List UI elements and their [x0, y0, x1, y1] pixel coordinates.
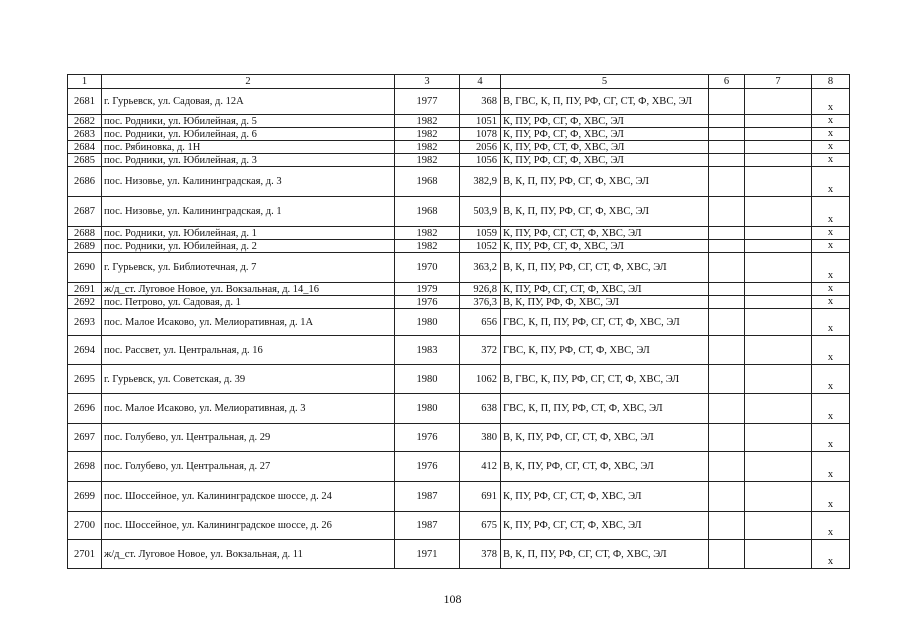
- column-7-cell: [745, 89, 812, 115]
- row-number-cell: 2699: [68, 482, 102, 512]
- column-7-cell: [745, 141, 812, 154]
- column-6-cell: [709, 167, 745, 197]
- address-cell: пос. Рассвет, ул. Центральная, д. 16: [102, 336, 395, 365]
- year-built-cell: 1968: [395, 167, 460, 197]
- column-8-cell: х: [812, 296, 850, 309]
- column-6-cell: [709, 296, 745, 309]
- row-number-cell: 2697: [68, 424, 102, 452]
- column-8-cell: х: [812, 115, 850, 128]
- address-cell: пос. Голубево, ул. Центральная, д. 27: [102, 452, 395, 482]
- column-8-cell: х: [812, 141, 850, 154]
- row-number-cell: 2681: [68, 89, 102, 115]
- table-row: [68, 240, 850, 253]
- column-8-cell: х: [812, 394, 850, 424]
- column-7-cell: [745, 227, 812, 240]
- column-7-cell: [745, 424, 812, 452]
- area-cell: 1051: [460, 115, 501, 128]
- column-7-cell: [745, 167, 812, 197]
- year-built-cell: 1982: [395, 240, 460, 253]
- column-6-cell: [709, 141, 745, 154]
- header-cell-5: 5: [501, 75, 709, 89]
- column-8-cell: х: [812, 540, 850, 569]
- row-number-cell: 2682: [68, 115, 102, 128]
- table-row: [68, 309, 850, 336]
- header-cell-2: 2: [102, 75, 395, 89]
- table-body: [68, 89, 850, 569]
- column-6-cell: [709, 197, 745, 227]
- area-cell: 638: [460, 394, 501, 424]
- area-cell: 1062: [460, 365, 501, 394]
- page-number: 108: [443, 592, 462, 606]
- address-cell: пос. Малое Исаково, ул. Мелиоративная, д. 1А: [102, 309, 395, 336]
- row-number-cell: 2686: [68, 167, 102, 197]
- column-8-cell: х: [812, 309, 850, 336]
- row-number-cell: 2695: [68, 365, 102, 394]
- row-number-cell: 2692: [68, 296, 102, 309]
- row-number-cell: 2698: [68, 452, 102, 482]
- column-8-cell: х: [812, 227, 850, 240]
- address-cell: пос. Низовье, ул. Калининградская, д. 3: [102, 167, 395, 197]
- column-8-cell: х: [812, 240, 850, 253]
- column-8-cell: х: [812, 452, 850, 482]
- column-8-cell: х: [812, 89, 850, 115]
- table-row: [68, 452, 850, 482]
- table-row: [68, 512, 850, 540]
- services-cell: К, ПУ, РФ, СГ, СТ, Ф, ХВС, ЭЛ: [501, 482, 709, 512]
- table-row: [68, 154, 850, 167]
- address-cell: пос. Малое Исаково, ул. Мелиоративная, д. 3: [102, 394, 395, 424]
- column-6-cell: [709, 336, 745, 365]
- year-built-cell: 1980: [395, 394, 460, 424]
- area-cell: 1059: [460, 227, 501, 240]
- row-number-cell: 2685: [68, 154, 102, 167]
- column-6-cell: [709, 365, 745, 394]
- area-cell: 368: [460, 89, 501, 115]
- table-row: [68, 336, 850, 365]
- column-8-cell: х: [812, 512, 850, 540]
- services-cell: К, ПУ, РФ, СТ, Ф, ХВС, ЭЛ: [501, 141, 709, 154]
- services-cell: К, ПУ, РФ, СГ, СТ, Ф, ХВС, ЭЛ: [501, 227, 709, 240]
- year-built-cell: 1987: [395, 512, 460, 540]
- services-cell: К, ПУ, РФ, СГ, СТ, Ф, ХВС, ЭЛ: [501, 512, 709, 540]
- year-built-cell: 1976: [395, 296, 460, 309]
- header-row: [68, 75, 850, 89]
- column-6-cell: [709, 482, 745, 512]
- column-7-cell: [745, 336, 812, 365]
- column-7-cell: [745, 253, 812, 283]
- row-number-cell: 2687: [68, 197, 102, 227]
- services-cell: ГВС, К, П, ПУ, РФ, СГ, СТ, Ф, ХВС, ЭЛ: [501, 309, 709, 336]
- address-cell: пос. Низовье, ул. Калининградская, д. 1: [102, 197, 395, 227]
- services-cell: В, ГВС, К, П, ПУ, РФ, СГ, СТ, Ф, ХВС, ЭЛ: [501, 89, 709, 115]
- column-7-cell: [745, 394, 812, 424]
- column-6-cell: [709, 227, 745, 240]
- services-cell: В, К, П, ПУ, РФ, СГ, СТ, Ф, ХВС, ЭЛ: [501, 253, 709, 283]
- column-7-cell: [745, 482, 812, 512]
- column-6-cell: [709, 128, 745, 141]
- table-row: [68, 296, 850, 309]
- column-6-cell: [709, 540, 745, 569]
- area-cell: 656: [460, 309, 501, 336]
- column-7-cell: [745, 540, 812, 569]
- column-6-cell: [709, 512, 745, 540]
- column-7-cell: [745, 128, 812, 141]
- row-number-cell: 2694: [68, 336, 102, 365]
- table-row: [68, 89, 850, 115]
- services-cell: В, ГВС, К, ПУ, РФ, СГ, СТ, Ф, ХВС, ЭЛ: [501, 365, 709, 394]
- area-cell: 412: [460, 452, 501, 482]
- row-number-cell: 2684: [68, 141, 102, 154]
- header-cell-6: 6: [709, 75, 745, 89]
- year-built-cell: 1979: [395, 283, 460, 296]
- services-cell: К, ПУ, РФ, СГ, Ф, ХВС, ЭЛ: [501, 128, 709, 141]
- row-number-cell: 2696: [68, 394, 102, 424]
- address-cell: пос. Петрово, ул. Садовая, д. 1: [102, 296, 395, 309]
- area-cell: 1056: [460, 154, 501, 167]
- year-built-cell: 1980: [395, 309, 460, 336]
- row-number-cell: 2701: [68, 540, 102, 569]
- column-6-cell: [709, 115, 745, 128]
- year-built-cell: 1982: [395, 141, 460, 154]
- table-row: [68, 424, 850, 452]
- table-row: [68, 540, 850, 569]
- table-row: [68, 115, 850, 128]
- year-built-cell: 1982: [395, 128, 460, 141]
- services-cell: К, ПУ, РФ, СГ, Ф, ХВС, ЭЛ: [501, 115, 709, 128]
- year-built-cell: 1980: [395, 365, 460, 394]
- area-cell: 503,9: [460, 197, 501, 227]
- area-cell: 2056: [460, 141, 501, 154]
- document-sheet: [67, 74, 849, 569]
- column-7-cell: [745, 365, 812, 394]
- column-8-cell: х: [812, 197, 850, 227]
- address-cell: ж/д_ст. Луговое Новое, ул. Вокзальная, д. 14_16: [102, 283, 395, 296]
- row-number-cell: 2688: [68, 227, 102, 240]
- column-7-cell: [745, 309, 812, 336]
- row-number-cell: 2689: [68, 240, 102, 253]
- area-cell: 380: [460, 424, 501, 452]
- housing-table: [67, 74, 850, 569]
- address-cell: ж/д_ст. Луговое Новое, ул. Вокзальная, д. 11: [102, 540, 395, 569]
- column-8-cell: х: [812, 167, 850, 197]
- year-built-cell: 1976: [395, 424, 460, 452]
- header-cell-3: 3: [395, 75, 460, 89]
- address-cell: пос. Голубево, ул. Центральная, д. 29: [102, 424, 395, 452]
- year-built-cell: 1983: [395, 336, 460, 365]
- area-cell: 372: [460, 336, 501, 365]
- column-7-cell: [745, 115, 812, 128]
- services-cell: В, К, ПУ, РФ, СГ, СТ, Ф, ХВС, ЭЛ: [501, 452, 709, 482]
- area-cell: 926,8: [460, 283, 501, 296]
- table-row: [68, 283, 850, 296]
- year-built-cell: 1987: [395, 482, 460, 512]
- year-built-cell: 1982: [395, 227, 460, 240]
- header-cell-7: 7: [745, 75, 812, 89]
- area-cell: 691: [460, 482, 501, 512]
- address-cell: г. Гурьевск, ул. Библиотечная, д. 7: [102, 253, 395, 283]
- address-cell: пос. Родники, ул. Юбилейная, д. 6: [102, 128, 395, 141]
- column-8-cell: х: [812, 365, 850, 394]
- address-cell: пос. Родники, ул. Юбилейная, д. 5: [102, 115, 395, 128]
- row-number-cell: 2700: [68, 512, 102, 540]
- address-cell: пос. Родники, ул. Юбилейная, д. 3: [102, 154, 395, 167]
- address-cell: г. Гурьевск, ул. Садовая, д. 12А: [102, 89, 395, 115]
- column-6-cell: [709, 283, 745, 296]
- year-built-cell: 1970: [395, 253, 460, 283]
- services-cell: ГВС, К, ПУ, РФ, СТ, Ф, ХВС, ЭЛ: [501, 336, 709, 365]
- row-number-cell: 2693: [68, 309, 102, 336]
- table-row: [68, 128, 850, 141]
- row-number-cell: 2691: [68, 283, 102, 296]
- services-cell: К, ПУ, РФ, СГ, Ф, ХВС, ЭЛ: [501, 154, 709, 167]
- column-6-cell: [709, 394, 745, 424]
- table-row: [68, 365, 850, 394]
- column-7-cell: [745, 154, 812, 167]
- services-cell: В, К, П, ПУ, РФ, СГ, Ф, ХВС, ЭЛ: [501, 167, 709, 197]
- address-cell: пос. Шоссейное, ул. Калининградское шоссе, д. 26: [102, 512, 395, 540]
- address-cell: пос. Родники, ул. Юбилейная, д. 1: [102, 227, 395, 240]
- column-7-cell: [745, 240, 812, 253]
- services-cell: ГВС, К, П, ПУ, РФ, СТ, Ф, ХВС, ЭЛ: [501, 394, 709, 424]
- year-built-cell: 1982: [395, 154, 460, 167]
- services-cell: В, К, ПУ, РФ, СГ, СТ, Ф, ХВС, ЭЛ: [501, 424, 709, 452]
- area-cell: 1052: [460, 240, 501, 253]
- row-number-cell: 2683: [68, 128, 102, 141]
- address-cell: г. Гурьевск, ул. Советская, д. 39: [102, 365, 395, 394]
- column-7-cell: [745, 512, 812, 540]
- year-built-cell: 1977: [395, 89, 460, 115]
- column-6-cell: [709, 240, 745, 253]
- column-6-cell: [709, 309, 745, 336]
- column-6-cell: [709, 424, 745, 452]
- address-cell: пос. Шоссейное, ул. Калининградское шоссе, д. 24: [102, 482, 395, 512]
- year-built-cell: 1971: [395, 540, 460, 569]
- column-6-cell: [709, 253, 745, 283]
- column-8-cell: х: [812, 283, 850, 296]
- table-row: [68, 482, 850, 512]
- column-8-cell: х: [812, 154, 850, 167]
- services-cell: В, К, ПУ, РФ, Ф, ХВС, ЭЛ: [501, 296, 709, 309]
- column-8-cell: х: [812, 253, 850, 283]
- area-cell: 378: [460, 540, 501, 569]
- column-6-cell: [709, 154, 745, 167]
- column-7-cell: [745, 197, 812, 227]
- area-cell: 363,2: [460, 253, 501, 283]
- address-cell: пос. Рябиновка, д. 1Н: [102, 141, 395, 154]
- column-8-cell: х: [812, 128, 850, 141]
- area-cell: 376,3: [460, 296, 501, 309]
- column-8-cell: х: [812, 336, 850, 365]
- area-cell: 675: [460, 512, 501, 540]
- area-cell: 1078: [460, 128, 501, 141]
- column-7-cell: [745, 296, 812, 309]
- table-row: [68, 167, 850, 197]
- column-7-cell: [745, 283, 812, 296]
- address-cell: пос. Родники, ул. Юбилейная, д. 2: [102, 240, 395, 253]
- year-built-cell: 1968: [395, 197, 460, 227]
- table-row: [68, 227, 850, 240]
- table-row: [68, 141, 850, 154]
- column-6-cell: [709, 452, 745, 482]
- services-cell: В, К, П, ПУ, РФ, СГ, Ф, ХВС, ЭЛ: [501, 197, 709, 227]
- header-cell-8: 8: [812, 75, 850, 89]
- area-cell: 382,9: [460, 167, 501, 197]
- table-row: [68, 197, 850, 227]
- row-number-cell: 2690: [68, 253, 102, 283]
- column-8-cell: х: [812, 424, 850, 452]
- year-built-cell: 1982: [395, 115, 460, 128]
- header-cell-1: 1: [68, 75, 102, 89]
- services-cell: К, ПУ, РФ, СГ, Ф, ХВС, ЭЛ: [501, 240, 709, 253]
- header-cell-4: 4: [460, 75, 501, 89]
- column-7-cell: [745, 452, 812, 482]
- year-built-cell: 1976: [395, 452, 460, 482]
- services-cell: К, ПУ, РФ, СГ, СТ, Ф, ХВС, ЭЛ: [501, 283, 709, 296]
- column-8-cell: х: [812, 482, 850, 512]
- column-6-cell: [709, 89, 745, 115]
- table-row: [68, 253, 850, 283]
- services-cell: В, К, П, ПУ, РФ, СГ, СТ, Ф, ХВС, ЭЛ: [501, 540, 709, 569]
- table-row: [68, 394, 850, 424]
